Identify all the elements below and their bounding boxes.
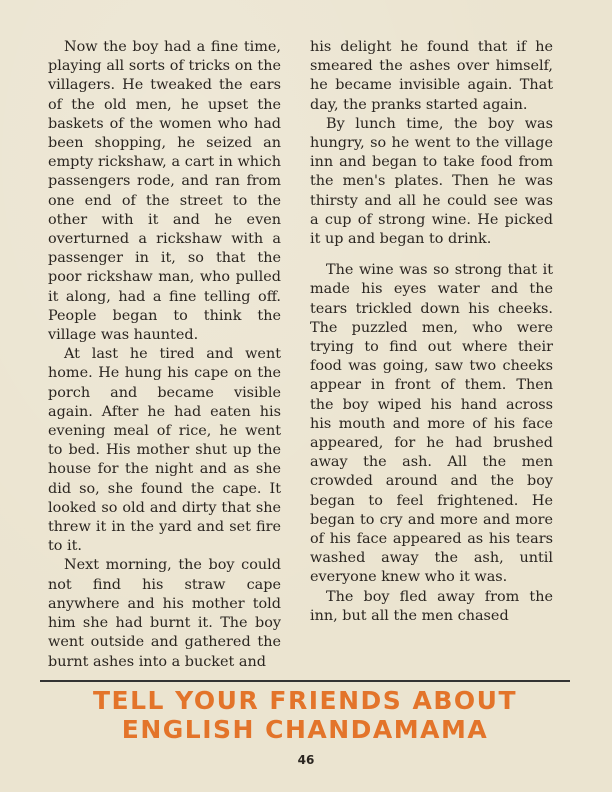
left-column xyxy=(48,38,281,672)
banner-line-1: TELL YOUR FRIENDS ABOUT xyxy=(92,686,517,715)
banner-line-2: ENGLISH CHANDAMAMA xyxy=(121,715,489,744)
divider-rule xyxy=(40,680,570,682)
paragraph: By lunch time, the boy was hungry, so he went to the village inn and began to take food from the men's plates. Then he was thirsty and all he could see was a cup of strong wine. He picked it up and began to drink. xyxy=(310,115,553,248)
paragraph-gap xyxy=(310,249,553,261)
paragraph: Next morning, the boy could not find his straw cape anywhere and his mother told him she had burnt it. The boy went outside and gathered the burnt ashes into a bucket and xyxy=(48,557,281,670)
paragraph: his delight he found that if he smeared the ashes over himself, he became invisible again. That day, the pranks started again. xyxy=(310,39,553,113)
page-number: 46 xyxy=(297,753,315,767)
paragraph: The wine was so strong that it made his eyes water and the tears trickled down his cheeks. The puzzled men, who were trying to find out where their food was going, saw two cheeks appear in front of them. Then the boy wiped his hand across his mouth and more of his face appeared, for he had brushed away the ash. All the men crowded around and the boy began to feel frightened. He began to cry and more and more of his face appeared as his tears washed away the ash, until everyone knew who it was. xyxy=(310,262,553,586)
paragraph: At last he tired and went home. He hung his cape on the porch and became visible again. After he had eaten his evening meal of rice, he went to bed. His mother shut up the house for the night and as she did so, she found the cape. It looked so old and dirty that she threw it in the yard and set fire to it. xyxy=(48,346,281,555)
paragraph: The boy fled away from the inn, but all the men chased xyxy=(310,588,553,624)
paragraph: Now the boy had a fine time, playing all sorts of tricks on the villagers. He tweaked the ears of the old men, he upset the baskets of the women who had been shopping, he seized an empty rickshaw, a cart in which passengers rode, and ran from one end of the street to the other with it and he even overturned a rickshaw with a passenger in it, so that the poor rickshaw man, who pulled it along, had a fine telling off. People began to think the village was haunted. xyxy=(48,39,281,344)
right-column xyxy=(310,38,553,626)
